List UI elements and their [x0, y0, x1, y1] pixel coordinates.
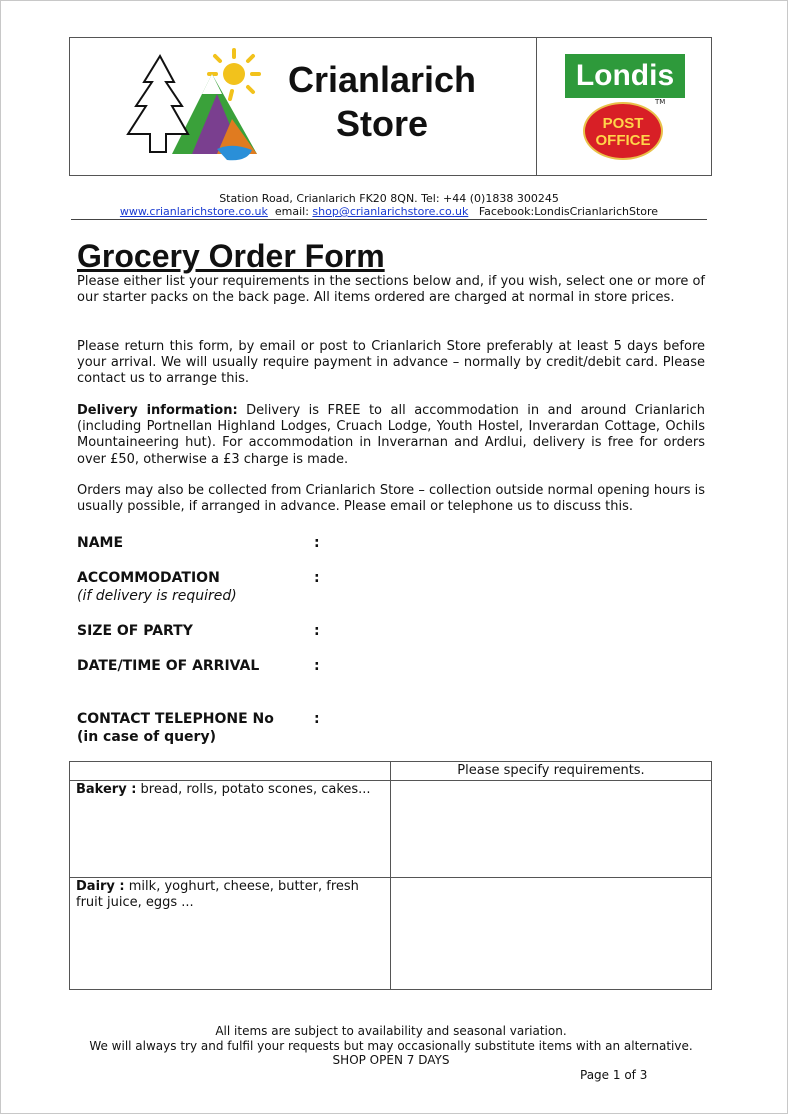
brand-cell — [537, 38, 711, 175]
footer-substitution: We will always try and fulfil your requests but may occasionally substitute items with an alternative. — [89, 1039, 693, 1053]
email-label: email: — [274, 205, 309, 218]
bakery-desc: bread, rolls, potato scones, cakes... — [136, 782, 371, 797]
dairy-category-cell — [70, 878, 391, 990]
post-office-line2: OFFICE — [595, 132, 651, 149]
accommodation-label: ACCOMMODATION — [77, 570, 220, 586]
bakery-requirements-cell[interactable] — [391, 781, 712, 878]
contact-line — [71, 205, 707, 219]
dairy-requirements-cell[interactable] — [391, 878, 712, 990]
delivery-heading: Delivery information: — [77, 403, 238, 418]
facebook-text: Facebook:LondisCrianlarichStore — [478, 205, 659, 218]
email-link[interactable]: shop@crianlarichstore.co.uk — [312, 205, 469, 218]
arrival-colon[interactable]: : — [314, 658, 320, 674]
bakery-category-cell — [70, 781, 391, 878]
page-number: Page 1 of 3 — [580, 1068, 648, 1082]
requirements-table — [69, 761, 712, 990]
website-link[interactable]: www.crianlarichstore.co.uk — [119, 205, 268, 218]
footer-availability: All items are subject to availability and seasonal variation. — [215, 1024, 567, 1038]
delivery-paragraph — [77, 403, 705, 468]
table-header-row — [70, 762, 712, 781]
party-size-colon[interactable]: : — [314, 623, 320, 639]
telephone-colon[interactable]: : — [314, 711, 320, 727]
telephone-label: CONTACT TELEPHONE No — [77, 711, 274, 727]
accommodation-note: (if delivery is required) — [77, 588, 237, 604]
store-logo-cell — [70, 38, 537, 175]
collection-paragraph: Orders may also be collected from Crianlarich Store – collection outside normal opening hours is usually possible, if arranged in advance. Please email or telephone us to discuss this. — [77, 483, 705, 515]
name-colon[interactable]: : — [314, 535, 320, 551]
table-header-cell: Please specify requirements. — [391, 762, 712, 781]
table-row — [70, 781, 712, 878]
post-office-logo — [583, 102, 663, 160]
page-title: Grocery Order Form — [77, 238, 385, 274]
bakery-label: Bakery : — [76, 782, 137, 797]
store-name-line2: Store — [335, 103, 429, 144]
mountain-tree-sun-logo — [122, 44, 272, 174]
accommodation-colon[interactable]: : — [314, 570, 320, 586]
table-header-empty-cell — [70, 762, 391, 781]
arrival-label: DATE/TIME OF ARRIVAL — [77, 658, 260, 674]
store-address: Station Road, Crianlarich FK20 8QN. Tel: +44 (0)1838 300245 — [219, 192, 559, 205]
store-name-line1: Crianlarich — [287, 59, 477, 100]
londis-logo: Londis — [565, 54, 685, 98]
return-paragraph: Please return this form, by email or post to Crianlarich Store preferably at least 5 days before your arrival. We will usually require payment in advance – normally by credit/debit card. Please contact us to arrange this. — [77, 339, 705, 387]
letterhead — [69, 37, 712, 176]
telephone-note: (in case of query) — [77, 729, 216, 745]
footer-opening: SHOP OPEN 7 DAYS — [332, 1053, 450, 1067]
dairy-desc: milk, yoghurt, cheese, butter, fresh fruit juice, eggs ... — [76, 879, 359, 910]
intro-paragraph: Please either list your requirements in the sections below and, if you wish, select one or more of our starter packs on the back page. All items ordered are charged at normal in store prices. — [77, 274, 705, 306]
table-row — [70, 878, 712, 990]
header-divider — [71, 219, 707, 220]
post-office-line1: POST — [602, 115, 644, 132]
name-label: NAME — [77, 535, 124, 551]
store-name — [272, 58, 492, 146]
trademark-mark: TM — [655, 98, 666, 106]
party-size-label: SIZE OF PARTY — [77, 623, 193, 639]
delivery-text: Delivery is FREE to all accommodation in and around Crianlarich (including Portnellan Highland Lodges, Cruach Lodge, Youth Hostel, Inverardan Cottage, Ochils Mountaineering hut). For accommodation in Inverarnan and Ardlui, delivery is free for orders over £50, otherwise a £3 charge is made. — [77, 403, 705, 467]
dairy-label: Dairy : — [76, 879, 125, 894]
